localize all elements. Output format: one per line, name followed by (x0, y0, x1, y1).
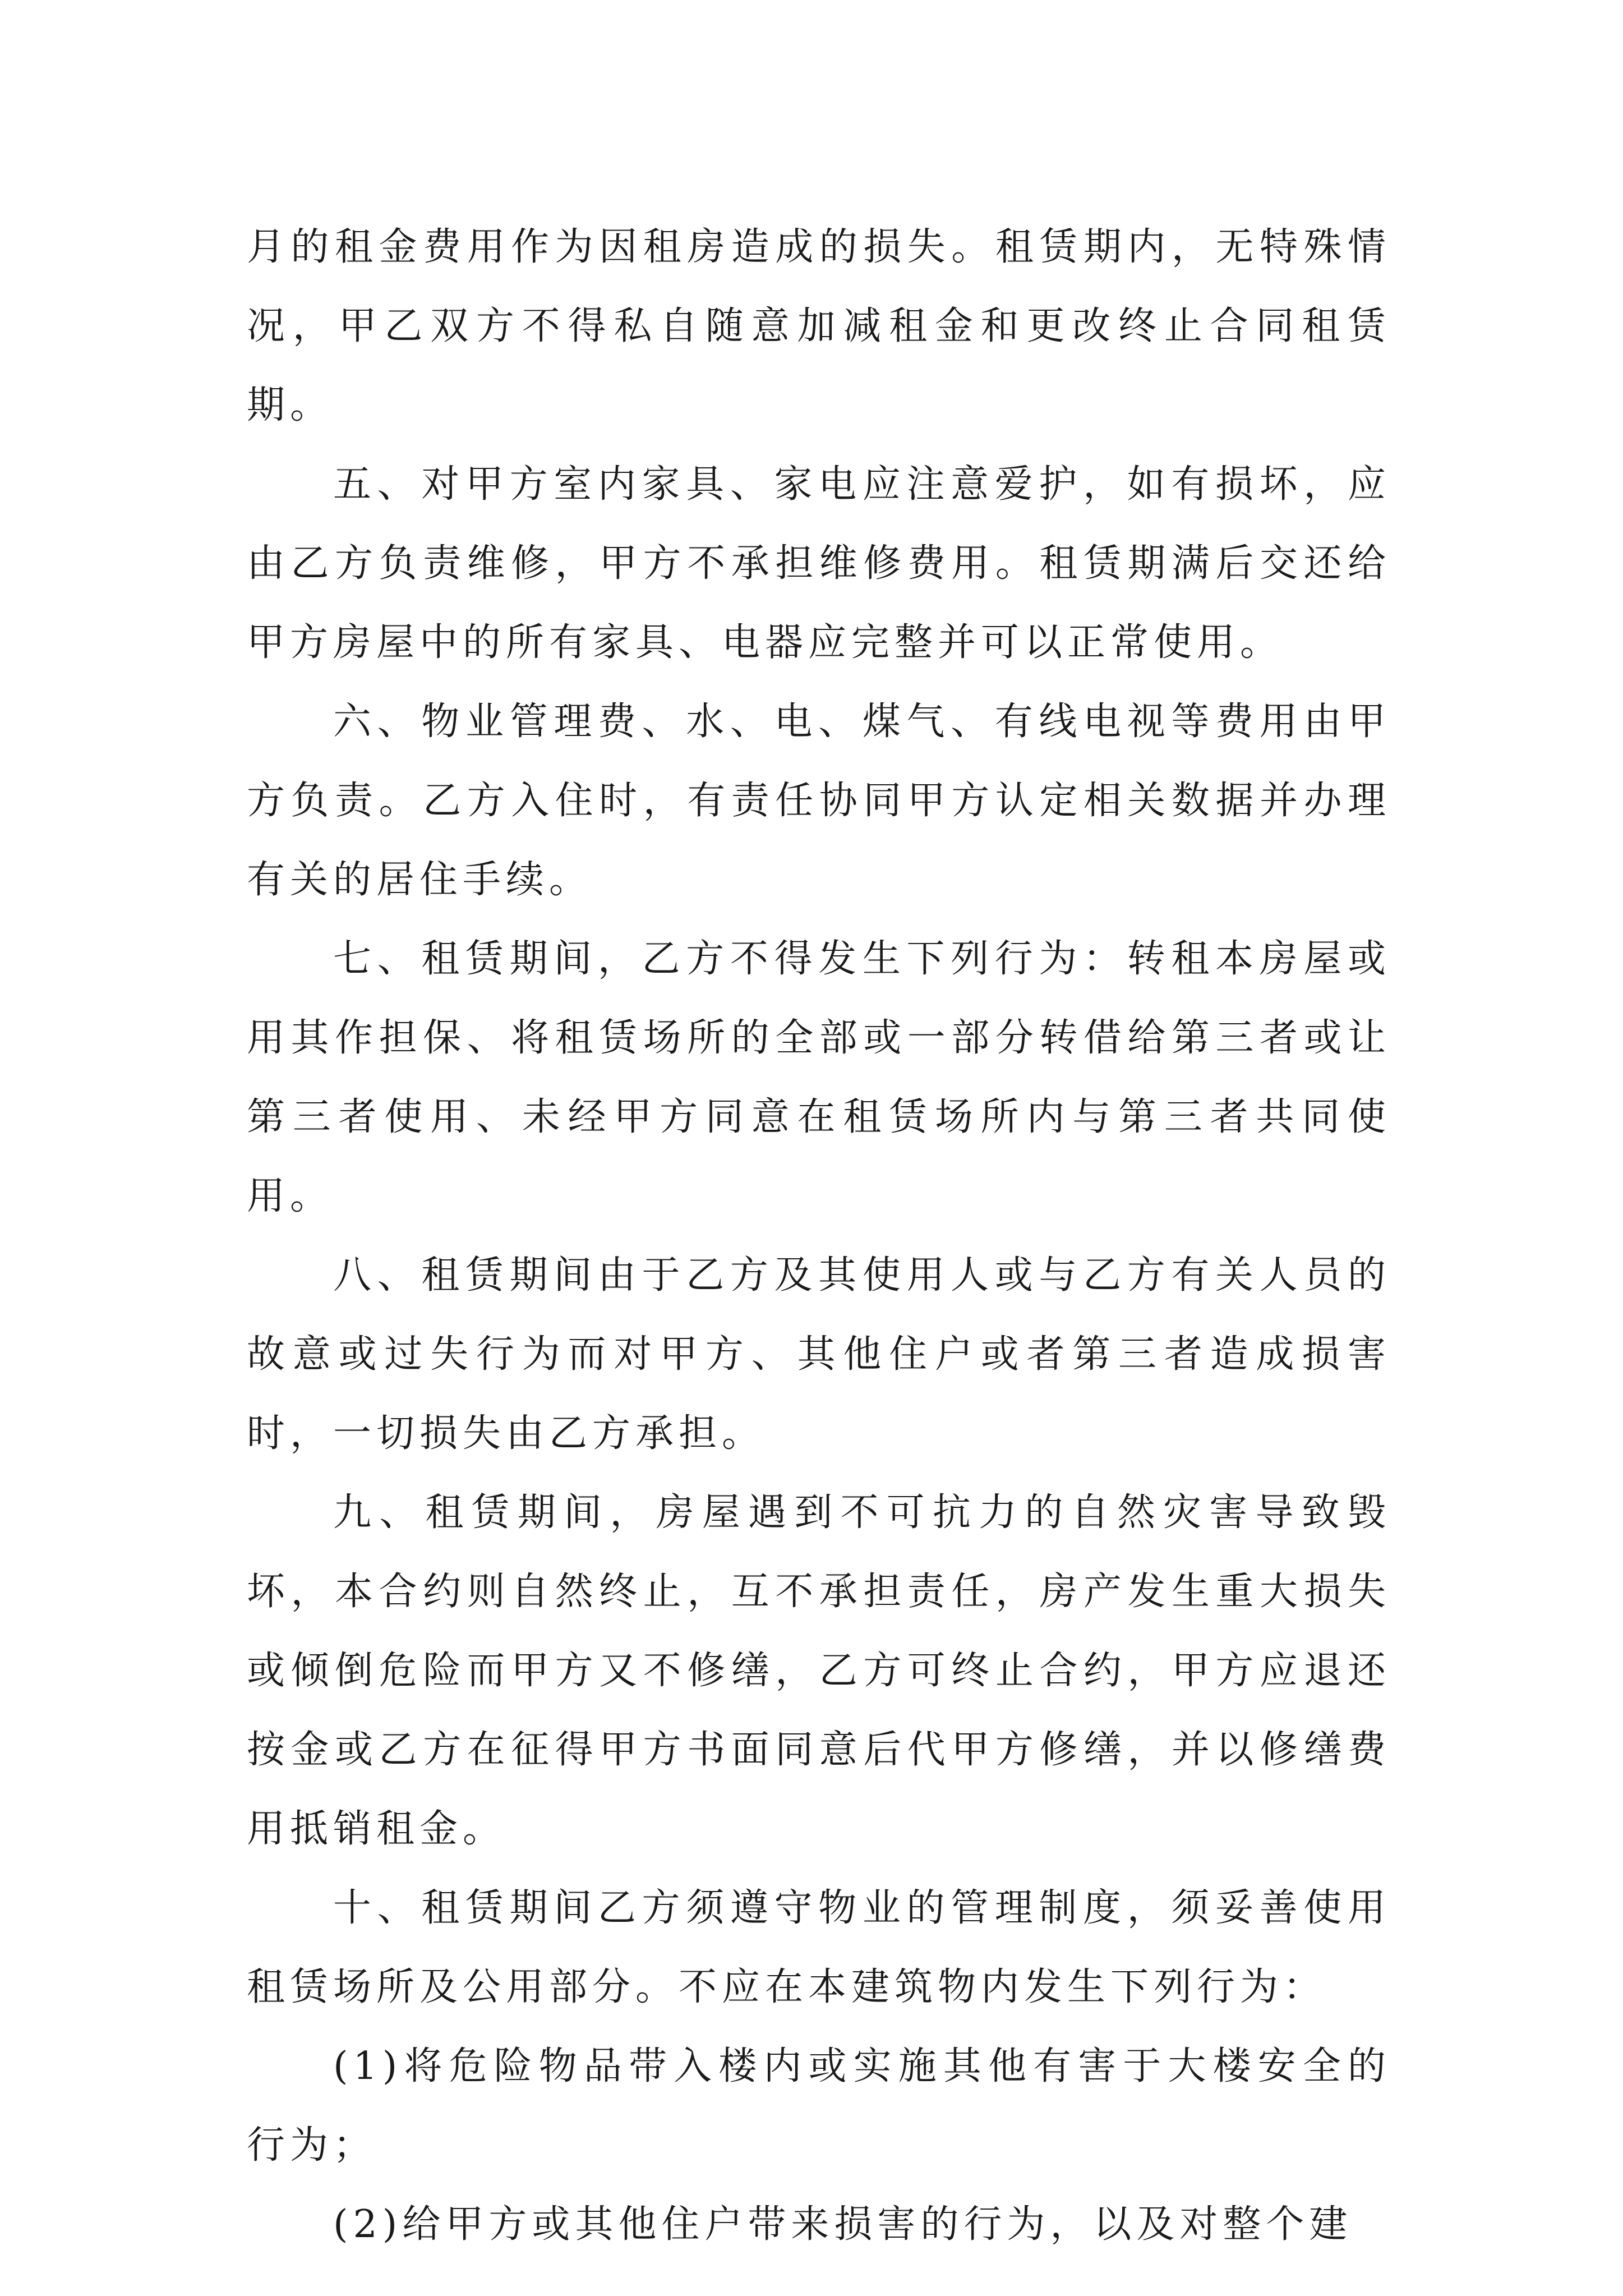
paragraph-item-2: (2)给甲方或其他住户带来损害的行为，以及对整个建 (333, 2202, 1353, 2247)
paragraph-clause-5: 五、对甲方室内家具、家电应注意爱护，如有损坏，应由乙方负责维修，甲方不承担维修费用。租赁期满后交还给甲方房屋中的所有家具、电器应完整并可以正常使用。 (247, 462, 1391, 665)
paragraph-clause-10: 十、租赁期间乙方须遵守物业的管理制度，须妥善使用租赁场所及公用部分。不应在本建筑物内发生下列行为： (247, 1886, 1391, 2009)
paragraph-item-1: (1)将危险物品带入楼内或实施其他有害于大楼安全的行为； (247, 2044, 1391, 2168)
paragraph-clause-6: 六、物业管理费、水、电、煤气、有线电视等费用由甲方负责。乙方入住时，有责任协同甲方认定相关数据并办理有关的居住手续。 (247, 700, 1391, 902)
paragraph-clause-8: 八、租赁期间由于乙方及其使用人或与乙方有关人员的故意或过失行为而对甲方、其他住户或者第三者造成损害时，一切损失由乙方承担。 (247, 1253, 1391, 1456)
paragraph-continuation: 月的租金费用作为因租房造成的损失。租赁期内，无特殊情况，甲乙双方不得私自随意加减租金和更改终止合同租赁期。 (247, 225, 1391, 427)
paragraph-clause-7: 七、租赁期间，乙方不得发生下列行为：转租本房屋或用其作担保、将租赁场所的全部或一部分转借给第三者或让第三者使用、未经甲方同意在租赁场所内与第三者共同使用。 (247, 937, 1391, 1218)
paragraph-clause-9: 九、租赁期间，房屋遇到不可抗力的自然灾害导致毁坏，本合约则自然终止，互不承担责任，房产发生重大损失或倾倒危险而甲方又不修缮，乙方可终止合约，甲方应退还按金或乙方在征得甲方书面同意后代甲方修缮，并以修缮费用抵销租金。 (247, 1490, 1391, 1851)
document-body (247, 208, 1391, 2264)
